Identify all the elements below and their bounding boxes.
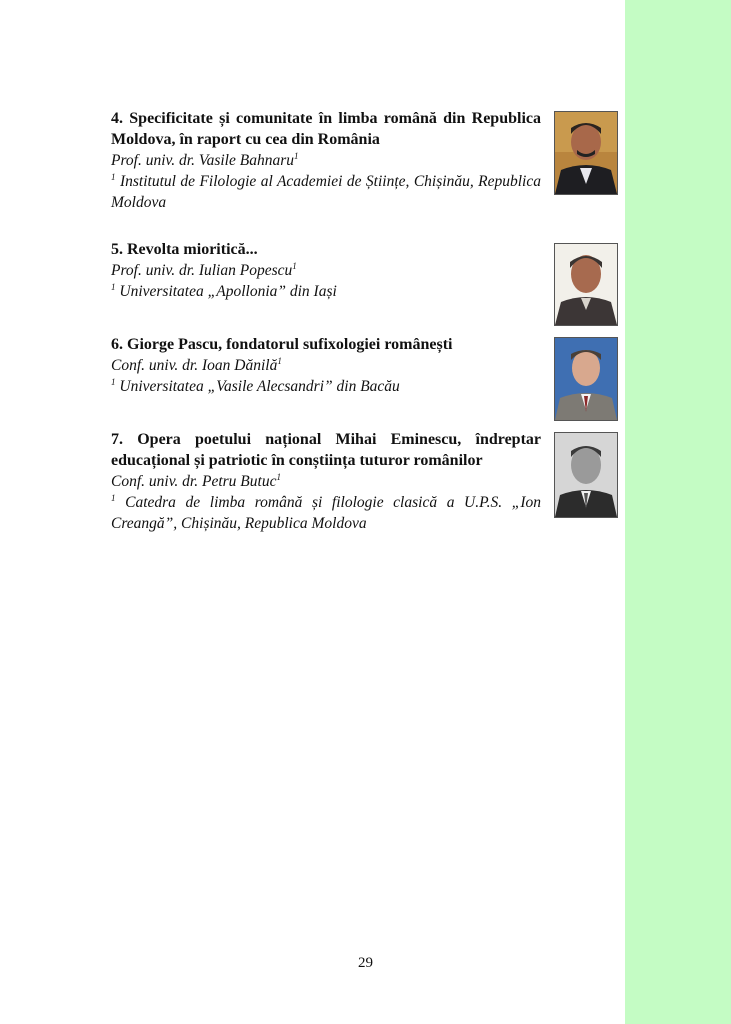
author-footnote-mark: 1 [292,261,297,271]
author-name: Conf. univ. dr. Ioan Dănilă [111,357,278,374]
author-photo-danila [554,337,618,421]
author-photo-popescu [554,243,618,326]
author-footnote-mark: 1 [276,472,281,482]
entry-author [111,355,541,376]
entry-affiliation [111,376,541,397]
entry-4 [111,108,541,213]
affiliation-text: Universitatea „Apollonia” din Iași [115,283,337,300]
entry-title: 7. Opera poetului național Mihai Eminescu, îndreptar educațional și patriotic în conștiința tuturor românilor [111,431,541,469]
entry-affiliation [111,492,541,534]
entry-title: 4. Specificitate și comunitate în limba română din Republica Moldova, în raport cu cea din România [111,110,541,148]
affiliation-text: Universitatea „Vasile Alecsandri” din Bacău [115,378,400,395]
affiliation-text: Catedra de limba română și filologie clasică a U.P.S. „Ion Creangă”, Chișinău, Republica Moldova [111,494,541,532]
affiliation-footnote-mark: 1 [111,172,116,182]
affiliation-text: Institutul de Filologie al Academiei de Științe, Chișinău, Republica Moldova [111,173,541,211]
author-photo-butuc [554,432,618,518]
entry-affiliation [111,171,541,213]
entry-6 [111,334,541,397]
affiliation-footnote-mark: 1 [111,493,116,503]
author-name: Conf. univ. dr. Petru Butuc [111,473,277,490]
author-name: Prof. univ. dr. Vasile Bahnaru [111,152,294,169]
entry-title: 5. Revolta mioritică... [111,241,258,258]
author-footnote-mark: 1 [293,151,299,161]
entry-5 [111,239,541,302]
side-color-band [625,0,731,1024]
entry-author [111,471,541,492]
entry-author [111,260,541,281]
author-footnote-mark: 1 [277,356,282,366]
entry-title: 6. Giorge Pascu, fondatorul sufixologiei românești [111,336,453,353]
entry-affiliation [111,281,541,302]
page-number: 29 [358,955,373,971]
entry-7 [111,429,541,534]
entry-author [111,150,541,171]
author-photo-bahnaru [554,111,618,195]
affiliation-footnote-mark: 1 [111,377,116,387]
author-name: Prof. univ. dr. Iulian Popescu [111,262,293,279]
affiliation-footnote-mark: 1 [111,282,116,292]
